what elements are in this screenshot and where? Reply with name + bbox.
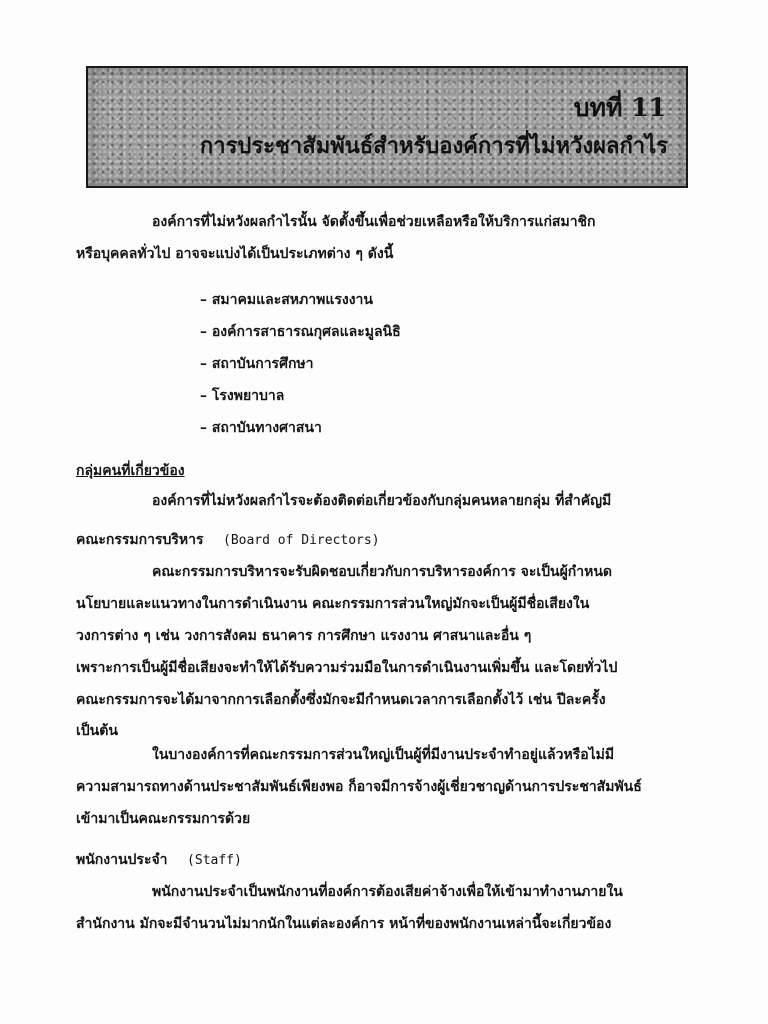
chapter-number: บทที่ 11 (573, 93, 666, 122)
staff-heading-thai: พนักงานประจำ (76, 852, 168, 868)
board-heading (76, 533, 380, 547)
list-item: – สถาบันการศึกษา (200, 356, 314, 372)
list-item: – โรงพยาบาล (200, 388, 285, 404)
staff-line: พนักงานประจำเป็นพนักงานที่องค์การต้องเสียค่าจ้างเพื่อให้เข้ามาทำงานภายใน (152, 884, 623, 900)
list-item: – สมาคมและสหภาพแรงงาน (200, 292, 373, 308)
chapter-title: การประชาสัมพันธ์สำหรับองค์การที่ไม่หวังผลกำไร (199, 133, 668, 159)
board-paragraph-line: ความสามารถทางด้านประชาสัมพันธ์เพียงพอ ก็อาจมีการจ้างผู้เชี่ยวชาญด้านการประชาสัมพันธ์ (76, 779, 642, 795)
intro-line-2: หรือบุคคลทั่วไป อาจจะแบ่งได้เป็นประเภทต่าง ๆ ดังนี้ (76, 246, 394, 262)
board-line: วงการต่าง ๆ เช่น วงการสังคม ธนาคาร การศึกษา แรงงาน ศาสนาและอื่น ๆ (76, 628, 532, 644)
section-paragraph: องค์การที่ไม่หวังผลกำไรจะต้องติดต่อเกี่ยวข้องกับกลุ่มคนหลายกลุ่ม ที่สำคัญมี (152, 493, 612, 509)
section-heading: กลุ่มคนที่เกี่ยวข้อง (76, 463, 185, 479)
board-line: คณะกรรมการจะได้มาจากการเลือกตั้งซึ่งมักจะมีกำหนดเวลาการเลือกตั้งไว้ เช่น ปีละครั้ง (76, 692, 606, 708)
list-item: – สถาบันทางศาสนา (200, 420, 322, 436)
board-paragraph-line: เข้ามาเป็นคณะกรรมการด้วย (76, 811, 251, 827)
staff-heading (76, 853, 242, 867)
intro-line-1: องค์การที่ไม่หวังผลกำไรนั้น จัดตั้งขึ้นเพื่อช่วยเหลือหรือให้บริการแก่สมาชิก (152, 214, 596, 230)
board-line: นโยบายและแนวทางในการดำเนินงาน คณะกรรมการส่วนใหญ่มักจะเป็นผู้มีชื่อเสียงใน (76, 596, 590, 612)
staff-line: สำนักงาน มักจะมีจำนวนไม่มากนักในแต่ละองค์การ หน้าที่ของพนักงานเหล่านี้จะเกี่ยวข้อง (76, 916, 612, 932)
board-heading-thai: คณะกรรมการบริหาร (76, 532, 204, 548)
board-heading-english: (Board of Directors) (223, 533, 380, 548)
board-line: เป็นต้น (76, 723, 118, 739)
chapter-banner (86, 66, 688, 188)
list-item: – องค์การสาธารณกุศลและมูลนิธิ (200, 324, 401, 340)
board-line: คณะกรรมการบริหารจะรับผิดชอบเกี่ยวกับการบริหารองค์การ จะเป็นผู้กำหนด (152, 564, 613, 580)
board-line: เพราะการเป็นผู้มีชื่อเสียงจะทำให้ได้รับความร่วมมือในการดำเนินงานเพิ่มขึ้น และโดยทั่วไป (76, 660, 618, 676)
board-paragraph-line: ในบางองค์การที่คณะกรรมการส่วนใหญ่เป็นผู้ที่มีงานประจำทำอยู่แล้วหรือไม่มี (152, 747, 615, 763)
staff-heading-english: (Staff) (187, 853, 242, 868)
